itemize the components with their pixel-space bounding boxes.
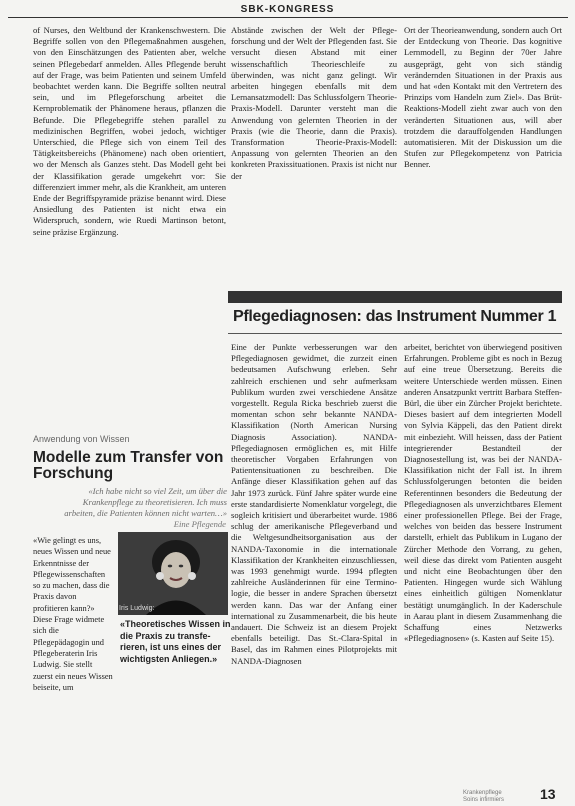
column-2-article-text: Eine der Punkte verbesserungen war den Pflegediagnosen gewidmet, die zurzeit einen bedeutsamen Aufschwung erleben. Sehr zahlreich erschienen und sehr aufmerksam Publikum wurden zwei verschiedene Ansätze vorgestellt. Regula Ricka beschrieb zuerst die momentan schon sehr bekannte NANDA-Klassifikation (North American Nursing Diagnosis Association). NANDA-Pflegediagnosen ermöglichen es, mit Hilfe theoretischer Vorgaben Erfahrungen von Patientensituationen zu beschreiben. Die Anfänge dieser Klassifikation gehen auf das Jahr 1973 zurück. Fünf Jahre später wurde eine erste standardisierte Nomenklatur vorgelegt, die sogleich kritisiert und überarbeitet wurde. 1986 schlug der amerikanische Pflegeverband und die Weltgesundheitsorganisation aus der NANDA-Taxonomie in die internationale Klassifikation der Krankheiten einzuschliessen, was 1993 genehmigt wurde. 1994 pflegten zahlreiche Ausländerinnen für eine Terminologie, die besser in andere Sprachen übersetzt werden kann. Das war der Anfang einer international zu Zusammenarbeit, die bis heute andauert. Die Schweiz ist an diesem Projekt ebenfalls beteiligt. Das St.-Clara-Spital in Basel, das im Rahmen eines Pilotprojekts mit NANDA-Diagnosen: [231, 342, 397, 666]
section-header: SBK-KONGRESS: [240, 4, 335, 15]
article-title: Pflegediagnosen: das Instrument Nummer 1: [233, 308, 557, 325]
sidebar-body-text: «Wie gelingt es uns, neues Wissen und neue Erkenntnisse der Pflegewissenschaften so zu machen, dass die Praxis davon profitieren kann?» Diese Frage widmete sich die Pflegepädagogin und Pflegeberaterin Iris Ludwig. Sie stellt zuerst ein neues Wissen beiseite, um: [33, 536, 113, 692]
pull-quote: «Theoretisches Wissen in die Praxis zu transferieren, ist uns eines der wichtigsten Anliegen.»: [120, 619, 231, 664]
footer-line: Soins infirmiers: [463, 797, 505, 803]
portrait-image: [118, 532, 228, 615]
sidebar-quote: «Ich habe nicht so viel Zeit, um über die Krankenpflege zu theoretisieren. Ich muss arbeiten, die Patienten können nicht warten…»: [64, 486, 227, 518]
page-number: 13: [540, 786, 556, 802]
portrait-photo: [118, 532, 228, 615]
column-3-article-text: arbeitet, berichtet von überwiegend positiven Erfahrungen. Probleme gibt es noch in Bezug auf eine treue Übersetzung. Bereits die weitere Unterschiede werden müssen. Einen anderen Ansatzpunkt vertritt Barbara Steffen-Bürl, die über ein Zürcher Projekt berichtete. Dieses basiert auf dem integrierten Modell von Sylvia Käppeli, das den Patient direkt mit einbezieht. Will heissen, dass der Patient integrierender Bestandteil der Diagnosestellung ist, was bei der NANDA-Klassifikation nicht der Fall ist. In ihrem Schlussfolgerungen betonten die beiden Referentinnen besonders die Bedeutung der Pflegediagnosen als unverzichtbares Element einer professionellen Pflege. Bei der Frage, welches von beiden das bessere Instrument darstellt, erhielt das Publikum in Lugano der Zürcher Methode den Vorrang, zu gehen, weil diese das direkt vom Patienten ausgeht und nicht eine Beobachtungen über den Patienten. Hingegen wurde sich Wählung eines einheitlich gültigen Nomenklatur bestätigt unumgänglich. In der Kaderschule in Aarau plant in diesem Zusammenhang die Schaffung eines Netzwerks «Pflegediagnosen» (s. Kasten auf Seite 15).: [404, 342, 562, 644]
sidebar-kicker: Anwendung von Wissen: [33, 434, 130, 444]
column-3-top-text: Ort der Theorieanwendung, sondern auch Ort der Entdeckung von Theorie. Das kognitive Lernmodell, zu Beginn der 70er Jahre ausgeprägt, geht von sich ständig verändernden Situationen in der Praxis aus und hat «den Kontakt mit den Vertretern des Prinzips vom Handeln zum Ziel». Das Brüt-Reaktions-Modell zieht zwar auch von den veränderten Situationen aus, will aber trotzdem die darauffolgenden Handlungen automatisieren. Mit der Diskussion um die Stufen zur Pflegekompetenz von Patricia Benner.: [404, 25, 562, 170]
column-1-top-text: of Nurses, den Weltbund der Krankenschwestern. Die Begriffe sollen von den Pflegemaßnahmen ausgehen, von den Einschätzungen des Patienten aber, welche seinen Pflegebedarf anmelden. Alles Pflegende beruht auf der Frage, was beim Patienten und seinem Umfeld beobachtet werden kann. Die Begriffe sollten neutral sein, und im Pflegeforschung arbeitet die Kernproblematik der Phänomene heraus, pflanzen die Befunde. Die Pflegebegriffe stehen parallel zu medizinischen Begriffen, wobei jedoch, wichtiger Unterschied, die Pflege sich von einem Teil des Tätigkeitsbereichs (Phänomene) nach oben orientiert, wo der Mensch als Ganzes steht. Das Modell geht bei der Klassifikation gerade umgekehrt vor: Sie differenziert immer mehr, als die Krankheit, am unteren Ende der Begriffspyramide präzise benannt wird. Diese Ansiedlung des Patienten ist nicht etwa ein Widerspruch, sondern, wie Ruedi Martinson betont, seine präzise Ergänzung.: [33, 25, 226, 237]
article-banner: [228, 291, 562, 303]
sidebar-title: Modelle zum Transfer von Forschung: [33, 449, 224, 482]
column-2-top-text: Abstände zwischen der Welt der Pflegeforschung und der Welt der Pflegenden fast. Sie versucht diesen Abstand mit einer wissenschaftlich Theorieschleife zu überwinden, was nicht ganz gelingt. Wir arbeiten hingegen ebenfalls mit dem Lernansatzmodell: Das Schlussfolgern Theorie-Praxis-Modell. Darunter versteht man die Anwendung von gelernten Theorien in der Praxis (wie die Theorie, dann die Praxis). Transformation Theorie-Praxis-Modell: Anpassung von gelernten Theorien an den konkreten Praxissituationen. Praxis ist nicht nur der: [231, 25, 397, 181]
footer-publication: [463, 790, 504, 804]
photo-caption: Iris Ludwig:: [119, 605, 155, 612]
title-rule: [228, 333, 562, 334]
quote-source: Eine Pflegende: [173, 519, 226, 529]
header-rule: [8, 17, 568, 18]
footer-line: Krankenpflege: [463, 790, 502, 796]
